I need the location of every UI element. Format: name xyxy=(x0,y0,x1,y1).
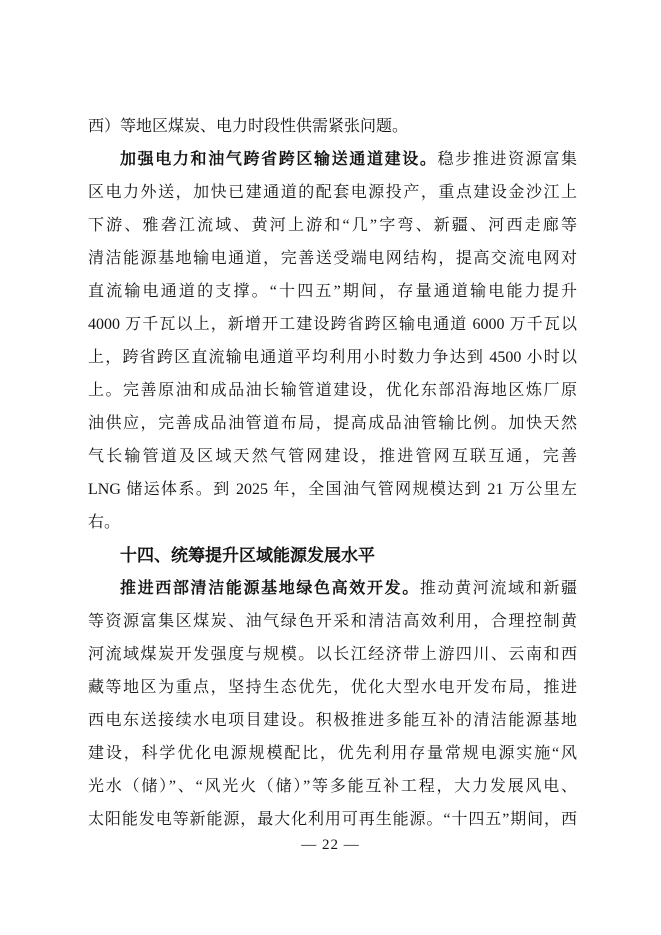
body-line: 藏等地区为重点，坚持生态优先，优化大型水电开发布局，推进 xyxy=(88,679,577,696)
paragraph-lead-rest: 推动黄河流域和新疆 xyxy=(419,580,577,597)
body-line: 上，跨省跨区直流输电通道平均利用小时数力争达到 4500 小时以 xyxy=(88,349,577,366)
paragraph-lead-rest: 稳步推进资源富集 xyxy=(437,151,577,168)
body-line: 直流输电通道的支撑。“十四五”期间，存量通道输电能力提升 xyxy=(88,283,577,300)
body-line: 河流域煤炭开发强度与规模。以长江经济带上游四川、云南和西 xyxy=(88,646,577,663)
body-line: 气长输管道及区域天然气管网建设，推进管网互联互通，完善 xyxy=(88,448,577,465)
body-line: 4000 万千瓦以上，新增开工建设跨省跨区输电通道 6000 万千瓦以 xyxy=(88,316,577,333)
body-line: 清洁能源基地输电通道，完善送受端电网结构，提高交流电网对 xyxy=(88,250,577,267)
paragraph-lead-bold-sentence: 推进西部清洁能源基地绿色高效开发。 xyxy=(120,580,420,597)
body-line: 区电力外送，加快已建通道的配套电源投产，重点建设金沙江上 xyxy=(88,184,577,201)
body-line: LNG 储运体系。到 2025 年，全国油气管网规模达到 21 万公里左 xyxy=(88,481,577,498)
body-line: 太阳能发电等新能源，最大化利用可再生能源。“十四五”期间，西 xyxy=(88,811,577,828)
paragraph-transmission-channels xyxy=(88,143,577,539)
body-line: 建设，科学优化电源规模配比，优先利用存量常规电源实施“风 xyxy=(88,745,577,762)
body-line: 油供应，完善成品油管道布局，提高成品油管输比例。加快天然 xyxy=(88,415,577,432)
paragraph-lead-bold-sentence: 加强电力和油气跨省跨区输送通道建设。 xyxy=(120,151,438,168)
body-line: 上。完善原油和成品油长输管道建设，优化东部沿海地区炼厂原 xyxy=(88,382,577,399)
paragraph-continuation-line: 西）等地区煤炭、电力时段性供需紧张问题。 xyxy=(88,118,409,135)
paragraph-lead-line xyxy=(88,143,577,176)
body-line: 右。 xyxy=(88,514,121,531)
body-line: 光水（储）”、“风光火（储）”等多能互补工程，大力发展风电、 xyxy=(88,778,577,795)
body-line: 下游、雅砻江流域、黄河上游和“几”字弯、新疆、河西走廊等 xyxy=(88,217,577,234)
section-heading: 十四、统筹提升区域能源发展水平 xyxy=(120,546,375,565)
paragraph-regional-energy xyxy=(88,572,577,836)
text-block xyxy=(88,110,577,836)
body-line: 西电东送接续水电项目建设。积极推进多能互补的清洁能源基地 xyxy=(88,712,577,729)
body-line: 等资源富集区煤炭、油气绿色开采和清洁高效利用，合理控制黄 xyxy=(88,613,577,630)
paragraph-lead-line xyxy=(88,572,577,605)
page-number: — 22 — xyxy=(301,837,360,853)
